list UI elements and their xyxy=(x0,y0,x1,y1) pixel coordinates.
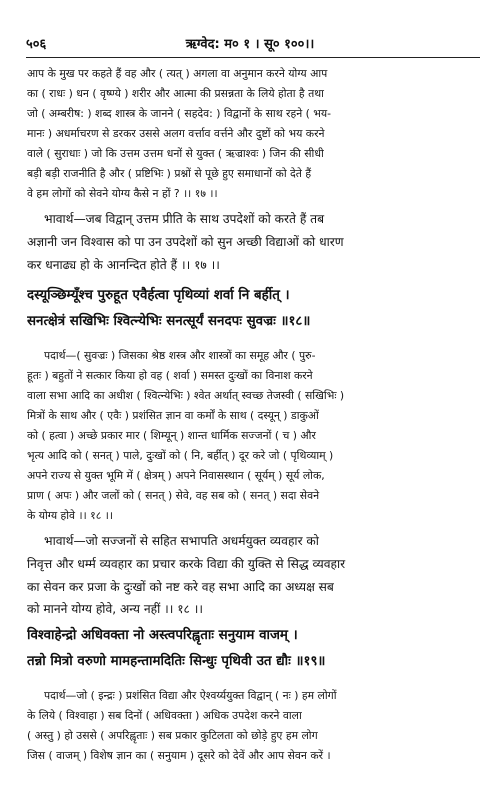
padartha-line: जिस ( वाजम् ) विशेष ज्ञान का ( सनुयाम ) दूसरे को देवें और आप सेवन करें । xyxy=(27,749,331,762)
bhavartha-line: कर धनाढ्य हो के आनन्दित होते हैं ।। १७ ।। xyxy=(27,258,220,272)
padartha-line: पदार्थ—( सुवज्रः ) जिसका श्रेष्ठ शस्त्र और शास्त्रों का समूह और ( पुरु- xyxy=(44,349,316,362)
bhavartha-line: भावार्थ—जब विद्वान् उत्तम प्रीति के साथ उपदेशों को करते हैं तब xyxy=(44,212,325,226)
page-number: ५०६ xyxy=(26,37,47,52)
mantra-verse-line: तन्नो मित्रो वरुणो मामहन्तामदितिः सिन्धुः पृथिवी उत द्यौः ॥१९॥ xyxy=(27,654,326,669)
padartha-line: के योग्य होवे ।। १८ ।। xyxy=(27,509,113,522)
mantra-verse-line: सनत्क्षेत्रं सखिभिः श्वित्न्येभिः सनत्सूर्यं सनदपः सुवज्रः ॥१८॥ xyxy=(27,314,311,329)
header-rule xyxy=(26,57,480,58)
bhashya-line: का ( राधः ) धन ( वृष्ण्ये ) शरीर और आत्मा की प्रसन्नता के लिये होता है तथा xyxy=(27,87,324,100)
padartha-line: अपने राज्य से युक्त भूमि में ( क्षेत्रम् ) अपने निवासस्थान ( सूर्यम् ) सूर्य लोक, xyxy=(27,469,325,482)
padartha-line: पदार्थ—जो ( इन्द्रः ) प्रशंसित विद्या और ऐश्वर्य्ययुक्त विद्वान् ( नः ) हम लोगों xyxy=(44,689,337,702)
padartha-line: वाला सभा आदि का अधीश ( श्वित्न्येभिः ) श्वेत अर्थात् स्वच्छ तेजस्वी ( सखिभिः ) xyxy=(27,389,345,402)
bhashya-line: बड़ी बड़ी राजनीति है और ( प्रष्टिभिः ) प्रश्नों से पूछे हुए समाधानों को देते हैं xyxy=(27,167,312,180)
mantra-verse-line: विश्वाहेन्द्रो अधिवक्ता नो अस्त्वपरिह्वृताः सनुयाम वाजम् । xyxy=(27,628,298,643)
padartha-line: ( अस्तु ) हो उससे ( अपरिह्वृताः ) सब प्रकार कुटिलता को छोड़े हुए हम लोग xyxy=(27,729,318,742)
bhavartha-line: भावार्थ—जो सज्जनों से सहित सभापति अधर्मयुक्त व्यवहार को xyxy=(44,534,319,548)
padartha-line: हूतः ) बहुतों ने सत्कार किया हो वह ( शर्वा ) समस्त दुःखों का विनाश करने xyxy=(27,369,313,382)
bhavartha-line: का सेवन कर प्रजा के दुःखों को नष्ट करे वह सभा आदि का अध्यक्ष सब xyxy=(27,580,334,594)
page-title: ऋग्वेद: म० १ । सू० १००।। xyxy=(185,37,315,52)
bhashya-line: आप के मुख पर कहते हैं वह और ( त्यत् ) अगला वा अनुमान करने योग्य आप xyxy=(27,67,328,80)
bhavartha-line: निवृत्त और धर्म्म व्यवहार का प्रचार करके विद्या की युक्ति से सिद्ध व्यवहार xyxy=(27,557,346,571)
bhashya-line: वे हम लोगों को सेवने योग्य कैसे न हों ? ।। १७ ।। xyxy=(27,187,218,200)
running-header xyxy=(26,34,474,56)
bhashya-line: वाले ( सुराधाः ) जो कि उत्तम उत्तम धनों से युक्त ( ऋज्राश्वः ) जिन की सीधी xyxy=(27,147,324,160)
padartha-line: भृत्य आदि को ( सनत् ) पाले, दुःखों को ( नि, बर्हीत् ) दूर करे जो ( पृथिव्याम् ) xyxy=(27,449,334,462)
bhavartha-line: को मानने योग्य होवे, अन्य नहीं ।। १८ ।। xyxy=(27,602,203,616)
bhashya-line: जो ( अम्बरीष: ) शब्द शास्त्र के जानने ( सहदेव: ) विद्वानों के साथ रहने ( भय- xyxy=(27,107,332,120)
bhashya-line: मानः ) अधर्माचरण से डरकर उससे अलग वर्त्ताव वर्त्तने और दुष्टों को भय करने xyxy=(27,127,325,140)
mantra-verse-line: दस्यूञ्छिम्यूँश्च पुरुहूत एवैर्हत्वा पृथिव्यां शर्वा नि बर्हीत् । xyxy=(27,288,290,303)
padartha-line: मित्रों के साथ और ( एवैः ) प्रशंसित ज्ञान वा कर्मों के साथ ( दस्यून् ) डाकुओं xyxy=(27,409,319,422)
bhavartha-line: अज्ञानी जन विश्वास को पा उन उपदेशों को सुन अच्छी विद्याओं को धारण xyxy=(27,235,344,249)
padartha-line: के लिये ( विश्वाहा ) सब दिनों ( अधिवक्ता ) अधिक उपदेश करने वाला xyxy=(27,709,302,722)
padartha-line: को ( हत्वा ) अच्छे प्रकार मार ( शिम्यून् ) शान्त धार्मिक सज्जनों ( च ) और xyxy=(27,429,316,442)
padartha-line: प्राण ( अपः ) और जलों को ( सनत् ) सेवे, वह सब को ( सनत् ) सदा सेवने xyxy=(27,489,320,502)
